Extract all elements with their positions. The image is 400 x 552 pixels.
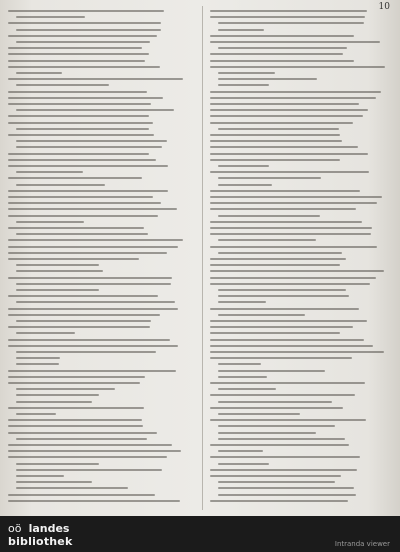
entry-text-line [16,184,105,186]
entry-text-line [16,394,99,396]
entry-text-line [8,444,172,446]
entry-text-line [218,438,345,440]
directory-column-right [210,8,388,508]
entry-text-line [210,339,364,341]
entry-text-line [210,190,360,192]
entry-text-line [218,425,335,427]
entry-text-line [210,115,363,117]
entry-text-line [16,264,99,266]
entry-text-line [210,53,343,55]
entry-text-line [16,363,59,365]
entry-text-line [210,394,355,396]
entry-text-line [8,196,153,198]
library-logo[interactable] [8,519,72,547]
entry-text-line [8,407,144,409]
entry-text-line [8,339,170,341]
entry-text-line [8,227,144,229]
entry-text-line [8,202,161,204]
entry-text-line [210,202,377,204]
entry-text-line [16,438,147,440]
entry-text-line [8,258,139,260]
entry-text-line [8,500,180,502]
entry-text-line [218,494,356,496]
entry-text-line [8,432,157,434]
entry-text-line [210,91,381,93]
entry-text-line [16,301,175,303]
entry-text-line [8,246,178,248]
entry-text-line [210,283,370,285]
entry-text-line [16,289,99,291]
entry-text-line [8,103,151,105]
entry-text-line [218,432,316,434]
entry-text-line [8,239,183,241]
entry-text-line [8,215,158,217]
entry-text-line [16,413,56,415]
entry-text-line [16,16,85,18]
entry-text-line [210,159,340,161]
entry-text-line [210,103,359,105]
entry-text-line [8,47,142,49]
entry-text-line [8,134,154,136]
entry-text-line [16,171,83,173]
entry-text-line [16,221,84,223]
entry-text-line [218,463,269,465]
entry-text-line [218,487,354,489]
entry-text-line [8,345,178,347]
entry-text-line [210,258,346,260]
entry-text-line [218,128,339,130]
entry-text-line [8,494,155,496]
entry-text-line [210,320,367,322]
entry-text-line [8,97,163,99]
entry-text-line [16,84,109,86]
entry-text-line [210,35,354,37]
entry-text-line [16,351,156,353]
entry-text-line [218,252,342,254]
entry-text-line [16,29,161,31]
entry-text-line [210,407,343,409]
entry-text-line [210,270,384,272]
entry-text-line [210,140,342,142]
entry-text-line [8,450,181,452]
entry-text-line [210,475,341,477]
entry-text-line [8,456,167,458]
entry-text-line [16,283,171,285]
entry-text-line [218,413,300,415]
entry-text-line [210,345,373,347]
entry-text-line [210,109,368,111]
entry-text-line [8,165,168,167]
entry-text-line [16,109,174,111]
entry-text-line [16,481,92,483]
entry-text-line [210,444,349,446]
entry-text-line [218,314,305,316]
entry-text-line [8,376,145,378]
entry-text-line [16,146,162,148]
viewer-name: Intranda viewer [334,540,390,548]
entry-text-line [8,208,177,210]
entry-text-line [8,190,168,192]
entry-text-line [210,221,362,223]
entry-text-line [8,60,145,62]
entry-text-line [16,463,99,465]
entry-text-line [8,53,149,55]
entry-text-line [16,128,149,130]
entry-text-line [210,97,376,99]
entry-text-line [218,295,349,297]
entry-text-line [218,47,347,49]
entry-text-line [210,10,367,12]
logo-text-line1: landes [28,522,70,535]
entry-text-line [210,351,384,353]
entry-text-line [8,252,167,254]
entry-text-line [8,370,176,372]
entry-text-line [8,277,172,279]
entry-text-line [210,469,357,471]
logo-text-line2: bibliothek [8,535,73,548]
entry-text-line [8,122,153,124]
entry-text-line [8,66,160,68]
entry-text-line [210,41,380,43]
entry-text-line [218,78,317,80]
entry-text-line [210,246,377,248]
entry-text-line [8,153,149,155]
entry-text-line [16,401,92,403]
entry-text-line [218,239,316,241]
entry-text-line [8,314,160,316]
entry-text-line [218,184,272,186]
entry-text-line [8,10,164,12]
entry-text-line [16,357,60,359]
entry-text-line [218,388,276,390]
entry-text-line [218,370,325,372]
entry-text-line [8,35,157,37]
entry-text-line [16,72,62,74]
entry-text-line [210,277,376,279]
entry-text-line [210,382,365,384]
entry-text-line [16,332,75,334]
entry-text-line [8,91,147,93]
entry-text-line [210,66,385,68]
entry-text-line [210,16,365,18]
entry-text-line [8,159,156,161]
entry-text-line [16,388,115,390]
entry-text-line [218,401,332,403]
entry-text-line [210,419,366,421]
logo-prefix: oö [8,522,22,535]
entry-text-line [210,171,369,173]
entry-text-line [218,72,275,74]
entry-text-line [210,227,372,229]
entry-text-line [8,22,161,24]
entry-text-line [218,84,269,86]
entry-text-line [210,146,358,148]
entry-text-line [218,450,263,452]
entry-text-line [8,308,178,310]
entry-text-line [8,326,150,328]
entry-text-line [8,425,143,427]
entry-text-line [210,122,353,124]
entry-text-line [210,60,354,62]
entry-text-line [218,177,321,179]
entry-text-line [8,382,140,384]
entry-text-line [218,481,335,483]
entry-text-line [8,295,158,297]
entry-text-line [210,326,353,328]
entry-text-line [210,264,340,266]
entry-text-line [16,475,64,477]
entry-text-line [210,134,340,136]
entry-text-line [16,140,167,142]
entry-text-line [8,177,142,179]
entry-text-line [16,320,151,322]
entry-text-line [16,270,103,272]
directory-column-left [8,8,186,508]
entry-text-line [210,308,359,310]
entry-text-line [8,115,149,117]
entry-text-line [218,301,266,303]
entry-text-line [210,153,368,155]
entry-text-line [8,78,183,80]
entry-text-line [16,233,148,235]
entry-text-line [210,332,340,334]
entry-text-line [218,289,346,291]
column-divider [202,6,203,510]
entry-text-line [218,29,264,31]
entry-text-line [210,196,382,198]
entry-text-line [210,500,348,502]
entry-text-line [218,376,267,378]
entry-text-line [210,456,360,458]
entry-text-line [16,41,150,43]
entry-text-line [210,357,352,359]
entry-text-line [218,165,269,167]
entry-text-line [16,487,128,489]
entry-text-line [218,22,364,24]
entry-text-line [210,208,356,210]
entry-text-line [16,469,162,471]
entry-text-line [210,233,371,235]
page-number: 10 [378,2,390,12]
entry-text-line [218,363,261,365]
entry-text-line [8,419,142,421]
entry-text-line [218,215,320,217]
